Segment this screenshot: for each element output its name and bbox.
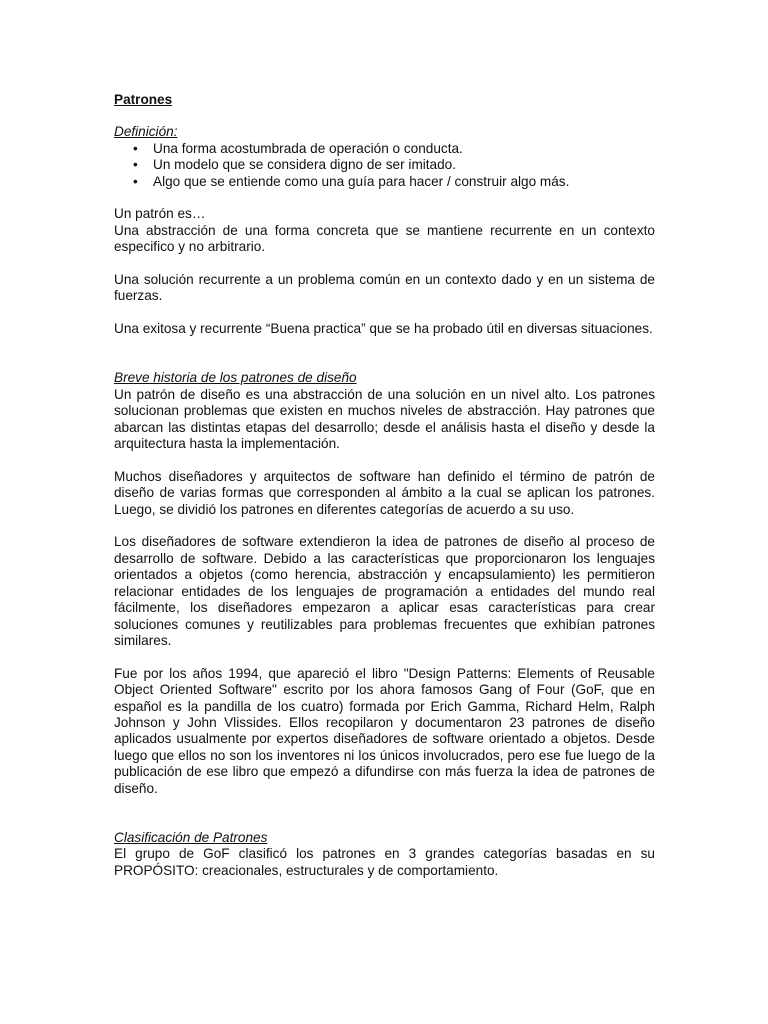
- definicion-item: [133, 157, 655, 173]
- patron-es-paragraph: Una abstracción de una forma concreta que se mantiene recurrente en un contexto especifico y no arbitrario.: [114, 222, 655, 255]
- clasificacion-paragraph: El grupo de GoF clasificó los patrones en 3 grandes categorías basadas en su PROPÓSITO: creacionales, estructurales y de comportamiento.: [114, 846, 655, 878]
- definicion-item: [133, 173, 655, 190]
- patron-es-paragraph: Una solución recurrente a un problema común en un contexto dado y en un sistema de fuerzas.: [114, 272, 655, 304]
- spacer: [114, 305, 655, 321]
- definicion-item: [133, 140, 655, 157]
- definicion-item-text: Un modelo que se considera digno de ser imitado.: [153, 157, 457, 173]
- bullet-icon: •: [133, 173, 138, 189]
- historia-paragraph: Fue por los años 1994, que apareció el libro "Design Patterns: Elements of Reusable Object Oriented Software" escrito por los ahora famosos Gang of Four (GoF, que en español es la pandilla de los cuatro) formada por Erich Gamma, Richard Helm, Ralph Johnson y John Vlissides. Ellos recopilaron y documentaron 23 patrones de diseño aplicados usualmente por expertos diseñadores de software orientado a objetos. Desde luego que ellos no son los inventores ni los únicos involucrados, pero ese fue luego de la publicación de ese libro que empezó a difundirse con más fuerza la idea de patrones de diseño.: [114, 665, 655, 796]
- spacer: [114, 190, 655, 206]
- historia-heading: Breve historia de los patrones de diseño: [114, 370, 357, 386]
- spacer: [114, 797, 655, 830]
- definicion-list: [114, 141, 655, 190]
- definicion-item-text: Una forma acostumbrada de operación o conducta.: [153, 140, 463, 156]
- bullet-icon: •: [133, 140, 138, 156]
- patron-es-intro: Un patrón es…: [114, 206, 206, 222]
- bullet-icon: •: [133, 157, 138, 173]
- spacer: [114, 518, 655, 534]
- historia-paragraph: Un patrón de diseño es una abstracción de una solución en un nivel alto. Los patrones solucionan problemas que existen en muchos niveles de abstracción. Hay patrones que abarcan las distintas etapas del desarrollo; desde el análisis hasta el diseño y desde la arquitectura hasta la implementación.: [114, 386, 655, 452]
- spacer: [114, 649, 655, 665]
- clasificacion-heading: Clasificación de Patrones: [114, 829, 268, 845]
- spacer: [114, 256, 655, 272]
- historia-paragraph: Muchos diseñadores y arquitectos de software han definido el término de patrón de diseño de varias formas que corresponden al ámbito a la cual se aplican los patrones. Luego, se dividió los patrones en diferentes categorías de acuerdo a su uso.: [114, 468, 655, 517]
- definicion-heading: Definición:: [114, 124, 178, 140]
- spacer: [114, 452, 655, 468]
- document-title: Patrones: [114, 92, 173, 107]
- definicion-item-text: Algo que se entiende como una guía para hacer / construir algo más.: [153, 173, 570, 189]
- patron-es-paragraph: Una exitosa y recurrente “Buena practica” que se ha probado útil en diversas situaciones.: [114, 321, 653, 337]
- historia-paragraph: Los diseñadores de software extendieron la idea de patrones de diseño al proceso de desarrollo de software. Debido a las características que proporcionaron los lenguajes orientados a objetos (como herencia, abstracción y encapsulamiento) les permitieron relacionar entidades de los lenguajes de programación a entidades del mundo real fácilmente, los diseñadores empezaron a aplicar esas características para crear soluciones comunes y reutilizables para problemas frecuentes que exhibían patrones similares.: [114, 534, 655, 648]
- spacer: [114, 338, 655, 371]
- document-page: [114, 92, 655, 879]
